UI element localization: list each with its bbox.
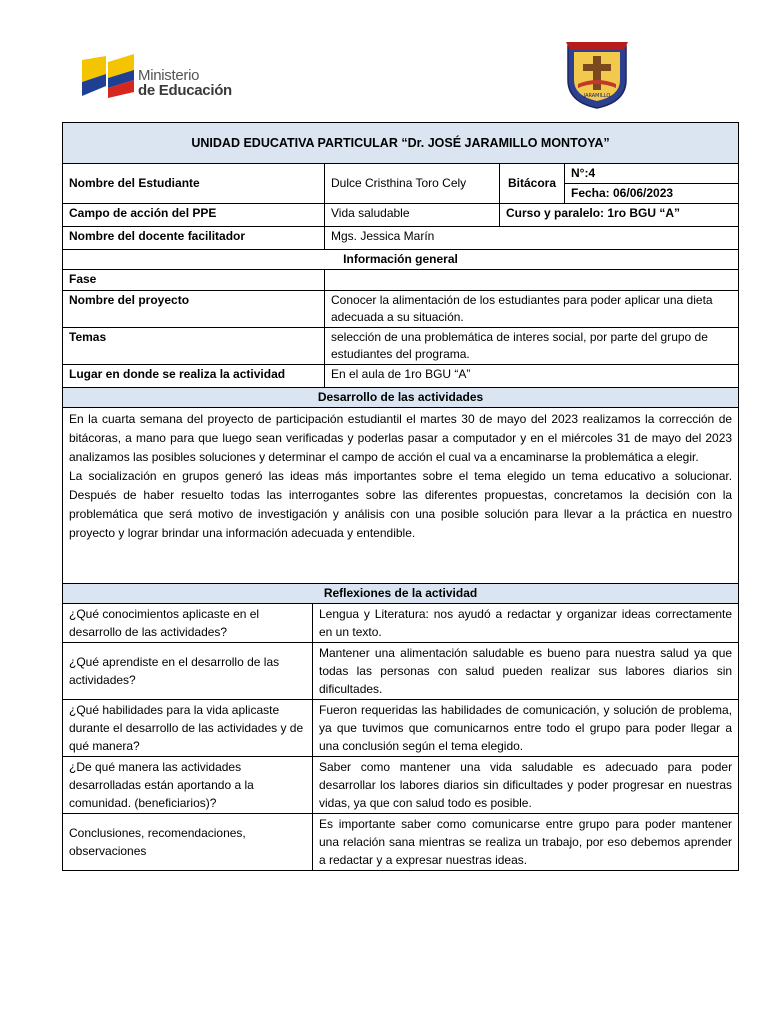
document-title: UNIDAD EDUCATIVA PARTICULAR “Dr. JOSÉ JARAMILLO MONTOYA” xyxy=(63,123,739,164)
bitacora-table xyxy=(62,122,739,871)
campo-row xyxy=(63,204,739,227)
bitacora-label: Bitácora xyxy=(500,164,565,204)
student-label: Nombre del Estudiante xyxy=(63,164,325,204)
fase-value xyxy=(325,270,739,291)
reflexion-answer: Mantener una alimentación saludable es bueno para nuestra salud ya que todas las personas con salud pueden realizar sus labores diarios sin dificultades. xyxy=(313,643,739,700)
desarrollo-paragraph-1: En la cuarta semana del proyecto de participación estudiantil el martes 30 de mayo del 2023 realizamos la corrección de bitácoras, a mano para que luego sean verificadas y poderlas pasar a computador y en el miércoles 31 de mayo del 2023 analizamos las posibles soluciones y determinar el campo de acción el cual va a encaminarse la problemática a elegir. xyxy=(69,412,733,464)
fase-row xyxy=(63,270,739,291)
title-row xyxy=(63,123,739,164)
reflexion-question: Conclusiones, recomendaciones, observaciones xyxy=(63,814,313,871)
temas-label: Temas xyxy=(63,328,325,365)
fase-label: Fase xyxy=(63,270,325,291)
proyecto-row xyxy=(63,291,739,328)
desarrollo-text xyxy=(63,408,739,584)
bitacora-date: Fecha: 06/06/2023 xyxy=(565,184,739,204)
reflexion-answer: Fueron requeridas las habilidades de comunicación, y solución de problema, ya que tuvimos que comunicarnos entre todo el grupo para poder llegar a una conclusión según el tema elegido. xyxy=(313,700,739,757)
reflexion-question: ¿Qué habilidades para la vida aplicaste durante el desarrollo de las actividades y de qué manera? xyxy=(63,700,313,757)
curso-paralelo: Curso y paralelo: 1ro BGU “A” xyxy=(500,204,739,227)
docente-label: Nombre del docente facilitador xyxy=(63,227,325,250)
desarrollo-paragraph-2: La socialización en grupos generó las ideas más importantes sobre el tema elegido un tema educativo a solucionar. Después de haber resuelto todas las interrogantes sobre las diferentes propuestas, concretamos la decisión con la problemática que será motivo de investigación y análisis con una posible solución para llevar a la práctica en nuestro proyecto y lograr brindar una información adecuada y entendible. xyxy=(69,469,733,540)
lugar-value: En el aula de 1ro BGU “A” xyxy=(325,365,739,388)
ministerio-logo xyxy=(80,50,240,100)
reflexiones-heading-row xyxy=(63,584,739,604)
proyecto-value: Conocer la alimentación de los estudiantes para poder aplicar una dieta adecuada a su situación. xyxy=(325,291,739,328)
ministerio-line1: Ministerio xyxy=(138,67,200,84)
reflexion-answer: Es importante saber como comunicarse entre grupo para poder mantener una relación sana mientras se realiza un trabajo, por eso debemos aprender a redactar y a expresar nuestras ideas. xyxy=(313,814,739,871)
ministerio-line2: de Educación xyxy=(138,82,232,99)
ministerio-wordmark xyxy=(138,68,232,98)
info-general-row xyxy=(63,250,739,270)
temas-value: selección de una problemática de interes social, por parte del grupo de estudiantes del programa. xyxy=(325,328,739,365)
reflexion-question: ¿De qué manera las actividades desarrolladas están aportando a la comunidad. (beneficiarios)? xyxy=(63,757,313,814)
reflexion-row xyxy=(63,700,739,757)
reflexion-question: ¿Qué conocimientos aplicaste en el desarrollo de las actividades? xyxy=(63,604,313,643)
desarrollo-heading-row xyxy=(63,388,739,408)
reflexion-answer: Saber como mantener una vida saludable es adecuado para poder desarrollar los labores diarios sin dificultades y poder progresar en nuestras vidas, ya que con salud todo es posible. xyxy=(313,757,739,814)
campo-label: Campo de acción del PPE xyxy=(63,204,325,227)
proyecto-label: Nombre del proyecto xyxy=(63,291,325,328)
temas-row xyxy=(63,328,739,365)
lugar-label: Lugar en donde se realiza la actividad xyxy=(63,365,325,388)
reflexion-row xyxy=(63,643,739,700)
reflexion-row xyxy=(63,757,739,814)
docente-row xyxy=(63,227,739,250)
reflexiones-heading: Reflexiones de la actividad xyxy=(63,584,739,604)
lugar-row xyxy=(63,365,739,388)
student-value: Dulce Cristhina Toro Cely xyxy=(325,164,500,204)
bitacora-number: N°:4 xyxy=(565,164,739,184)
docente-value: Mgs. Jessica Marín xyxy=(325,227,739,250)
school-crest-text: JARAMILLO xyxy=(583,93,611,99)
student-row-1 xyxy=(63,164,739,184)
reflexion-question: ¿Qué aprendiste en el desarrollo de las actividades? xyxy=(63,643,313,700)
reflexion-row xyxy=(63,814,739,871)
reflexion-row xyxy=(63,604,739,643)
desarrollo-heading: Desarrollo de las actividades xyxy=(63,388,739,408)
reflexion-answer: Lengua y Literatura: nos ayudó a redactar y organizar ideas correctamente en un texto. xyxy=(313,604,739,643)
school-crest-icon xyxy=(562,40,632,110)
ecuador-flag-icon xyxy=(80,52,136,98)
campo-value: Vida saludable xyxy=(325,204,500,227)
desarrollo-text-row xyxy=(63,408,739,584)
info-general-heading: Información general xyxy=(63,250,739,270)
